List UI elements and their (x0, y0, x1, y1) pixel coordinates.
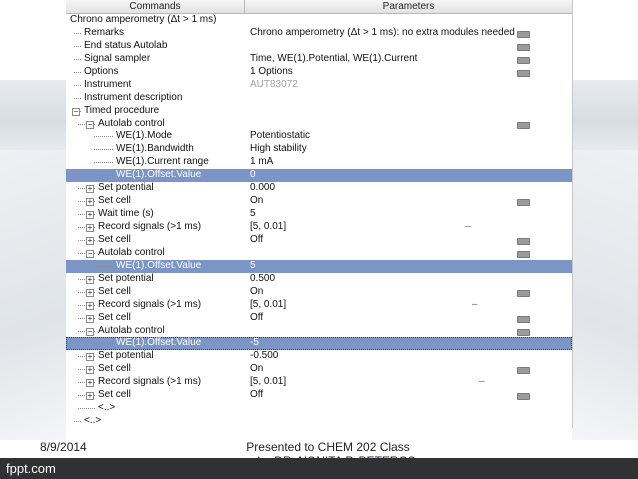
command-label: End status Autolab (84, 39, 168, 51)
command-label: Autolab control (98, 246, 165, 258)
tree-row[interactable] (66, 402, 572, 415)
tree-row[interactable] (66, 247, 572, 260)
expand-icon[interactable]: + (87, 210, 93, 220)
command-label: WE(1).Bandwidth (116, 143, 194, 155)
command-label: Set potential (98, 350, 154, 362)
command-label: Autolab control (98, 324, 165, 336)
edit-button[interactable] (517, 290, 530, 297)
tree-row[interactable] (66, 105, 572, 118)
column-header (66, 0, 572, 14)
parameter-value[interactable]: Off (250, 311, 264, 323)
command-label: Instrument description (84, 91, 183, 103)
expand-icon[interactable]: + (87, 274, 93, 284)
site-logo: fppt.com (6, 461, 56, 476)
edit-button[interactable] (517, 70, 530, 77)
expand-icon[interactable]: + (87, 223, 93, 232)
tree-row[interactable] (66, 195, 572, 208)
parameter-value[interactable]: 0 (250, 169, 256, 181)
parameter-value[interactable]: -5 (250, 337, 259, 349)
command-label: Chrono amperometry (Δt > 1 ms) (70, 14, 217, 25)
command-label: Remarks (84, 26, 125, 38)
parameter-value[interactable]: On (250, 363, 264, 375)
expand-icon[interactable]: + (87, 300, 93, 310)
tree-connector (78, 408, 95, 409)
parameter-value[interactable]: 5 (250, 208, 256, 220)
parameter-value[interactable]: 0.500 (250, 272, 276, 284)
edit-button[interactable] (517, 57, 530, 64)
tree-row[interactable] (66, 389, 572, 402)
collapse-icon[interactable]: − (73, 106, 79, 116)
parameter-value[interactable]: Off (250, 389, 264, 401)
parameter-value[interactable]: -0.500 (250, 350, 279, 362)
tree-connector (74, 72, 81, 73)
tree-connector (74, 46, 81, 47)
command-label: Autolab control (98, 117, 165, 129)
command-label: Record signals (>1 ms) (98, 221, 202, 232)
command-label: <..> (98, 402, 116, 414)
tree-row[interactable] (66, 286, 572, 299)
edit-button[interactable] (517, 44, 530, 51)
tree-row[interactable] (66, 299, 572, 312)
edit-button[interactable] (517, 393, 530, 400)
parameter-value[interactable]: Time, WE(1).Potential, WE(1).Current (250, 52, 418, 64)
tree-connector (74, 421, 81, 422)
tree-row[interactable] (66, 208, 572, 221)
tree-row[interactable] (66, 376, 572, 389)
edit-button[interactable] (517, 367, 530, 374)
parameters-column-header[interactable]: Parameters (382, 1, 435, 12)
parameter-value[interactable]: Potentiostatic (250, 130, 311, 142)
edit-button[interactable] (517, 251, 530, 258)
tree-row[interactable] (66, 169, 572, 182)
tree-row[interactable] (66, 221, 572, 234)
parameter-value[interactable]: On (250, 195, 264, 207)
parameter-value[interactable]: Off (250, 233, 264, 245)
slide-bottom-bar (0, 458, 638, 479)
commands-column-header[interactable]: Commands (66, 0, 245, 13)
edit-button[interactable] (517, 316, 530, 323)
command-label: Set cell (98, 233, 131, 245)
collapse-icon[interactable]: − (87, 248, 93, 258)
expand-icon[interactable]: + (87, 287, 93, 297)
tree-connector (94, 343, 113, 344)
parameter-value[interactable]: Chrono amperometry (Δt > 1 ms): no extra modules needed (250, 26, 515, 38)
command-label: Set potential (98, 182, 154, 194)
tree-connector (94, 149, 113, 150)
tree-row[interactable] (66, 350, 572, 363)
edit-button[interactable] (517, 31, 530, 38)
expand-icon[interactable]: + (87, 184, 93, 194)
slide-decoration-right (572, 150, 638, 440)
parameter-value[interactable]: 1 mA (250, 156, 274, 168)
expand-icon[interactable]: + (87, 391, 93, 401)
tree-row[interactable] (66, 182, 572, 195)
parameter-value[interactable]: On (250, 285, 264, 297)
parameter-value[interactable]: AUT83072 (250, 78, 298, 90)
tree-row[interactable] (66, 312, 572, 325)
command-label: Set cell (98, 285, 131, 297)
command-label: Set cell (98, 389, 131, 401)
expand-icon[interactable]: + (87, 378, 93, 388)
tree-row[interactable] (66, 14, 572, 27)
command-label: Record signals (>1 ms) (98, 298, 202, 310)
dash-marker: – (472, 298, 478, 310)
parameter-value[interactable]: 0.000 (250, 182, 276, 194)
edit-button[interactable] (517, 122, 530, 129)
tree-row[interactable] (66, 40, 572, 53)
tree-connector (74, 85, 81, 86)
command-label: Set cell (98, 195, 131, 207)
tree-row[interactable] (66, 27, 572, 40)
command-label: <..> (84, 415, 102, 427)
tree-row[interactable] (66, 273, 572, 286)
tree-row[interactable] (66, 156, 572, 169)
edit-button[interactable] (517, 238, 530, 245)
tree-row[interactable] (66, 415, 572, 428)
command-label: WE(1).Offset.Value (116, 259, 202, 271)
parameter-value[interactable]: [5, 0.01] (250, 221, 287, 232)
command-label: Instrument (84, 78, 132, 90)
expand-icon[interactable]: + (87, 313, 93, 323)
command-label: Set cell (98, 311, 131, 323)
collapse-icon[interactable]: − (87, 119, 93, 129)
tree-row[interactable] (66, 66, 572, 79)
tree-connector (94, 136, 113, 137)
command-label: Timed procedure (84, 104, 160, 116)
procedure-tree (66, 14, 572, 428)
tree-row[interactable] (66, 363, 572, 376)
dash-marker: – (465, 221, 471, 232)
footer-line-1: Presented to CHEM 202 Class (246, 440, 410, 454)
command-label: WE(1).Current range (116, 156, 209, 168)
tree-row[interactable] (66, 118, 572, 131)
command-label: WE(1).Mode (116, 130, 173, 142)
tree-row[interactable] (66, 143, 572, 156)
command-label: WE(1).Offset.Value (116, 337, 202, 349)
slide-date: 8/9/2014 (40, 440, 87, 454)
tree-row[interactable] (66, 130, 572, 143)
tree-row[interactable] (66, 325, 572, 338)
expand-icon[interactable]: + (87, 352, 93, 362)
expand-icon[interactable]: + (87, 235, 93, 245)
tree-row[interactable] (66, 92, 572, 105)
command-label: Wait time (s) (98, 208, 154, 220)
tree-row[interactable] (66, 53, 572, 66)
parameter-value[interactable]: 5 (250, 259, 256, 271)
command-label: Options (84, 65, 119, 77)
tree-connector (94, 162, 113, 163)
tree-connector (94, 175, 113, 176)
tree-row[interactable] (66, 337, 572, 350)
tree-connector (74, 59, 81, 60)
expand-icon[interactable]: + (87, 197, 93, 207)
command-label: Signal sampler (84, 52, 151, 64)
tree-connector (74, 33, 81, 34)
edit-button[interactable] (517, 199, 530, 206)
tree-connector (94, 266, 113, 267)
command-label: Set cell (98, 363, 131, 375)
expand-icon[interactable]: + (87, 365, 93, 375)
parameter-value[interactable]: 1 Options (250, 65, 293, 77)
parameter-value[interactable]: [5, 0.01] (250, 298, 287, 310)
command-label: Record signals (>1 ms) (98, 376, 202, 388)
procedure-editor (66, 0, 573, 428)
slide-decoration-left (0, 150, 66, 440)
parameter-value[interactable]: [5, 0.01] (250, 376, 287, 388)
tree-row[interactable] (66, 234, 572, 247)
tree-row[interactable] (66, 79, 572, 92)
tree-row[interactable] (66, 260, 572, 273)
collapse-icon[interactable]: − (87, 326, 93, 336)
dash-marker: – (479, 376, 485, 388)
parameter-value[interactable]: High stability (250, 143, 307, 155)
command-label: Set potential (98, 272, 154, 284)
edit-button[interactable] (517, 329, 530, 336)
command-label: WE(1).Offset.Value (116, 169, 202, 181)
tree-connector (74, 98, 81, 99)
